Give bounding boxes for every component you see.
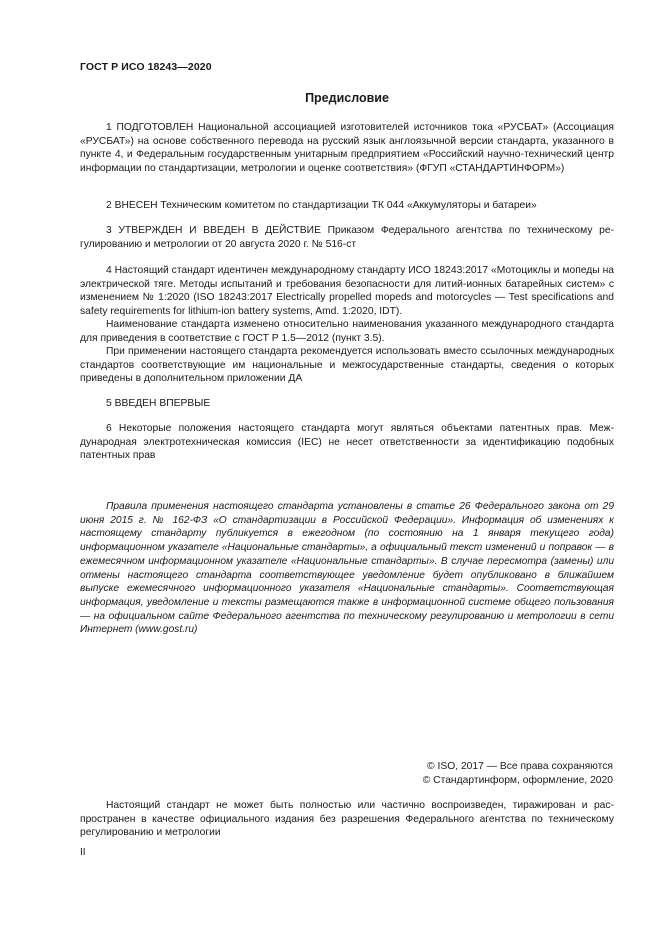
paragraph-approved: 3 УТВЕРЖДЕН И ВВЕДЕН В ДЕЙСТВИЕ Приказом Федерального агентства по техническому регулированию и метрологии от 20 августа 2020 г. № 516-ст — [80, 225, 614, 250]
paragraph-references-note: При применении настоящего стандарта рекомендуется использовать вместо ссылочных международных стандартов соответствующие им национальные и межгосударственные стандарты, сведения о которых приведены в дополнительном приложении ДА — [80, 346, 614, 385]
paragraph-patent-rights: 6 Некоторые положения настоящего стандарта могут являться объектами патентных прав. Международная электротехническая комиссия (IEC) не несет ответственности за идентификацию подобных патентных прав — [80, 423, 614, 462]
page-title: Предисловие — [305, 91, 389, 105]
paragraph-identical-standard: 4 Настоящий стандарт идентичен международному стандарту ИСО 18243:2017 «Мотоциклы и мопеды на электрической тяге. Методы испытаний и требования безопасности для литий-ионных батарейных систем» с изменением № 1:2020 (ISO 18243:2017 Electrically propelled mopeds and motorcycles — Test specifications and safety requirements for lithium-ion battery systems, Amd. 1:2020, IDT). — [80, 265, 614, 317]
copyright-standartinform: © Стандартинформ, оформление, 2020 — [422, 775, 613, 786]
application-rules-notice: Правила применения настоящего стандарта установлены в статье 26 Федерального закона от 29 июня 2015 г. № 162-ФЗ «О стандартизации в Российской Федерации». Информация об изменениях к настоящему стандарту публикуется в ежегодном (по состоянию на 1 января текущего года) информационном указателе «Национальные стандарты», а официальный текст изменений и поправок — в ежемесячном информационном указателе «Национальные стандарты». В случае пересмотра (замены) или отмены настоящего стандарта соответствующее уведомление будет опубликовано в ближайшем выпуске ежемесячного информационного указателя «Национальные стандарты». Соответствующая информация, уведомление и тексты размещаются также в информационной системе общего пользования — на официальном сайте Федерального агентства по техническому регулированию и метрологии в сети Интернет (www.gost.ru) — [80, 501, 614, 636]
standard-code-header: ГОСТ Р ИСО 18243—2020 — [80, 61, 212, 73]
copyright-iso: © ISO, 2017 — Все права сохраняются — [427, 761, 613, 772]
paragraph-submitted-by: 2 ВНЕСЕН Техническим комитетом по стандартизации ТК 044 «Аккумуляторы и батареи» — [106, 200, 537, 211]
page-number: II — [80, 847, 86, 858]
reproduction-notice: Настоящий стандарт не может быть полностью или частично воспроизведен, тиражирован и распространен в качестве официального издания без разрешения Федерального агентства по техническому регулированию и метрологии — [80, 800, 614, 839]
paragraph-introduced-first: 5 ВВЕДЕН ВПЕРВЫЕ — [106, 398, 211, 409]
paragraph-title-changed: Наименование стандарта изменено относительно наименования указанного международного стандарта для приведения в соответствие с ГОСТ Р 1.5—2012 (пункт 3.5). — [80, 319, 614, 344]
paragraph-prepared-by: 1 ПОДГОТОВЛЕН Национальной ассоциацией изготовителей источников тока «РУСБАТ» (Ассоциация «РУСБАТ») на основе собственного перевода на русский язык англоязычной версии стандарта, указанного в пункте 4, и Федеральным государственным унитарным предприятием «Российский научно-технический центр информации по стандартизации, метрологии и оценке соответствия» (ФГУП «СТАНДАРТИНФОРМ») — [80, 122, 614, 174]
